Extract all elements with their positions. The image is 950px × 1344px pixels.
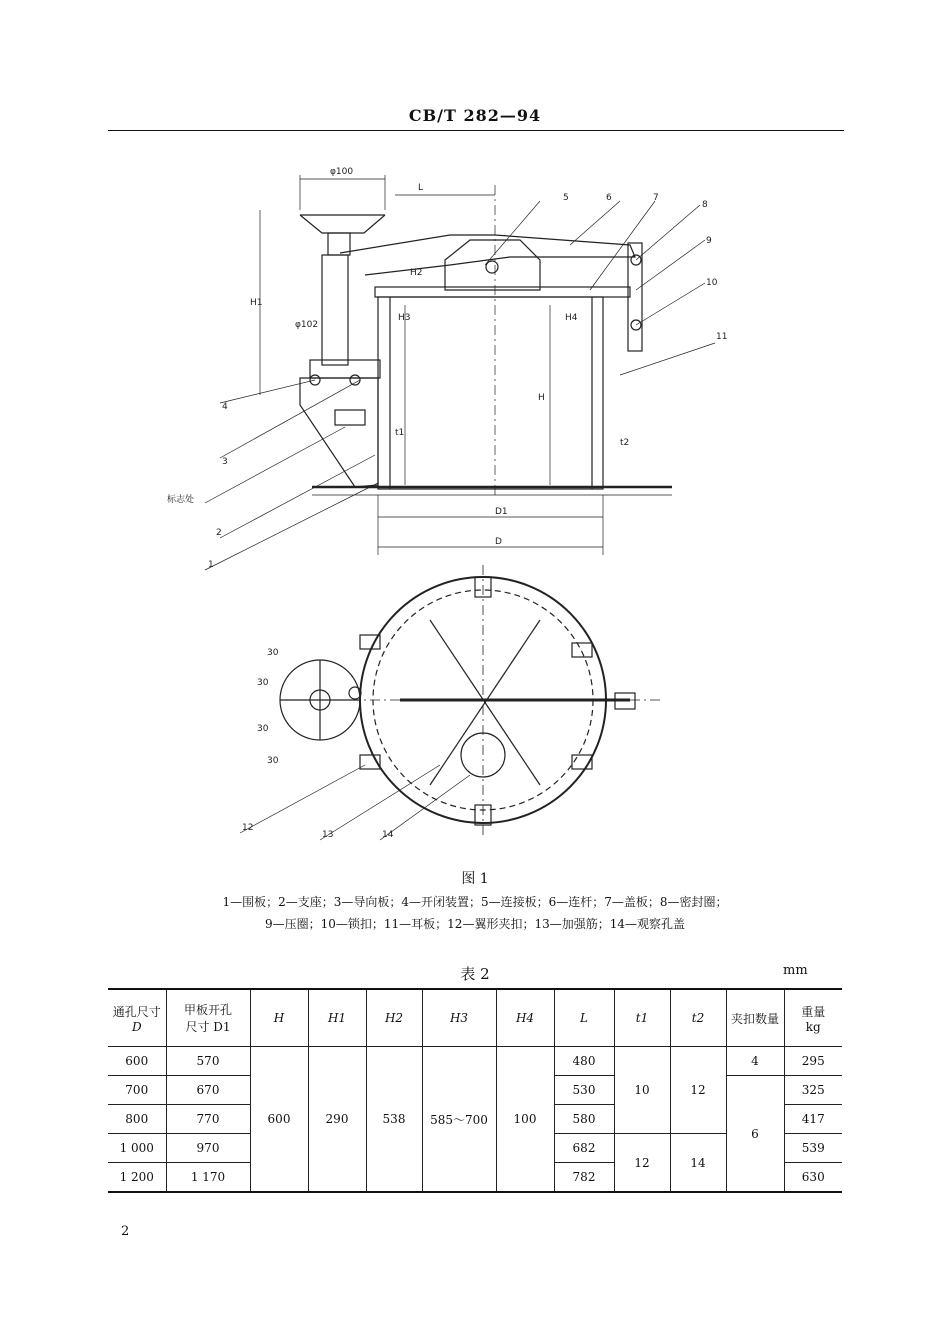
callout-11: 11: [716, 332, 728, 342]
cell-t2: 14: [670, 1134, 726, 1193]
callout-5: 5: [563, 193, 569, 203]
col-header-through-size: 通孔尺寸 D: [108, 989, 166, 1047]
cell-clamp-count: 6: [726, 1076, 784, 1193]
figure-legend-line-2: 9—压圈；10—锁扣；11—耳板；12—翼形夹扣；13—加强筋；14—观察孔盖: [265, 917, 685, 931]
cell-D: 600: [108, 1047, 166, 1076]
cell-weight: 417: [784, 1105, 842, 1134]
callout-1: 1: [208, 560, 214, 570]
cover-plate-7: [375, 287, 630, 297]
connecting-plate-5: [445, 240, 540, 290]
callout-6: 6: [606, 193, 612, 203]
coaming-shell: [378, 297, 603, 489]
dim-angle-4: 30: [267, 756, 279, 766]
dim-D1: D1: [495, 507, 508, 517]
cell-H1: 290: [308, 1047, 366, 1193]
col-header-H4: H4: [496, 989, 554, 1047]
handwheel-rim: [300, 215, 385, 233]
cell-D: 1 200: [108, 1163, 166, 1193]
table-title: 表 2: [460, 965, 490, 983]
cell-L: 782: [554, 1163, 614, 1193]
table-header-row: [108, 989, 842, 1047]
cell-L: 530: [554, 1076, 614, 1105]
standard-header: CB/T 282—94: [408, 106, 542, 125]
dim-t2: t2: [620, 438, 630, 448]
col-header-H3: H3: [422, 989, 496, 1047]
dim-t1: t1: [395, 428, 405, 438]
callout-13: 13: [322, 830, 334, 840]
callout-4: 4: [222, 402, 228, 412]
dim-L: L: [418, 183, 424, 193]
dim-H1: H1: [250, 298, 263, 308]
callout-7: 7: [653, 193, 659, 203]
cell-H: 600: [250, 1047, 308, 1193]
cell-H3: 585～700: [422, 1047, 496, 1193]
operating-bracket: [310, 360, 380, 378]
col-header-t1: t1: [614, 989, 670, 1047]
cell-t1: 10: [614, 1047, 670, 1134]
callout-14: 14: [382, 830, 394, 840]
mark-label: 标志处: [167, 495, 195, 505]
spec-table: [108, 988, 842, 1193]
cell-weight: 630: [784, 1163, 842, 1193]
cell-D: 800: [108, 1105, 166, 1134]
cell-L: 480: [554, 1047, 614, 1076]
dim-angle-1: 30: [267, 648, 279, 658]
spindle-column: [322, 255, 348, 365]
callout-9: 9: [706, 236, 712, 246]
cell-D1: 770: [166, 1105, 250, 1134]
cell-t1: 12: [614, 1134, 670, 1193]
cell-weight: 295: [784, 1047, 842, 1076]
dim-D: D: [495, 537, 502, 547]
cell-D1: 570: [166, 1047, 250, 1076]
cell-D: 1 000: [108, 1134, 166, 1163]
col-header-H1: H1: [308, 989, 366, 1047]
cell-D1: 670: [166, 1076, 250, 1105]
cell-H2: 538: [366, 1047, 422, 1193]
cell-clamp-count: 4: [726, 1047, 784, 1076]
table-unit: mm: [783, 963, 808, 978]
cell-L: 580: [554, 1105, 614, 1134]
dim-angle-2: 30: [257, 678, 269, 688]
support-seat-2: [300, 378, 378, 487]
col-header-deck-opening: 甲板开孔 尺寸 D1: [166, 989, 250, 1047]
col-header-H: H: [250, 989, 308, 1047]
link-rod-6: [340, 235, 635, 275]
dim-H: H: [538, 393, 545, 403]
technical-drawing: [150, 165, 850, 865]
callout-8: 8: [702, 200, 708, 210]
cell-weight: 325: [784, 1076, 842, 1105]
col-header-H2: H2: [366, 989, 422, 1047]
col-header-weight: 重量 kg: [784, 989, 842, 1047]
cell-D: 700: [108, 1076, 166, 1105]
dim-phi102: φ102: [295, 320, 319, 330]
table-row: [108, 1047, 842, 1076]
col-header-clamp-count: 夹扣数量: [726, 989, 784, 1047]
col-header-L: L: [554, 989, 614, 1047]
cell-t2: 12: [670, 1047, 726, 1134]
header-rule: [108, 130, 844, 131]
callout-10: 10: [706, 278, 718, 288]
page-number: 2: [121, 1224, 130, 1239]
col-header-t2: t2: [670, 989, 726, 1047]
cell-L: 682: [554, 1134, 614, 1163]
figure-legend-line-1: 1—围板；2—支座；3—导向板；4—开闭装置；5—连接板；6—连杆；7—盖板；8—密封圈；: [222, 895, 728, 909]
dim-H3: H3: [398, 313, 411, 323]
dim-H2: H2: [410, 268, 423, 278]
dim-angle-3: 30: [257, 724, 269, 734]
figure-title: 图 1: [461, 871, 489, 887]
cell-D1: 1 170: [166, 1163, 250, 1193]
dim-phi100: φ100: [330, 167, 354, 177]
dim-H4: H4: [565, 313, 578, 323]
callout-12: 12: [242, 823, 254, 833]
figure-1-drawing: [150, 165, 850, 865]
cell-D1: 970: [166, 1134, 250, 1163]
callout-2: 2: [216, 528, 222, 538]
callout-3: 3: [222, 457, 228, 467]
cell-weight: 539: [784, 1134, 842, 1163]
cell-H4: 100: [496, 1047, 554, 1193]
